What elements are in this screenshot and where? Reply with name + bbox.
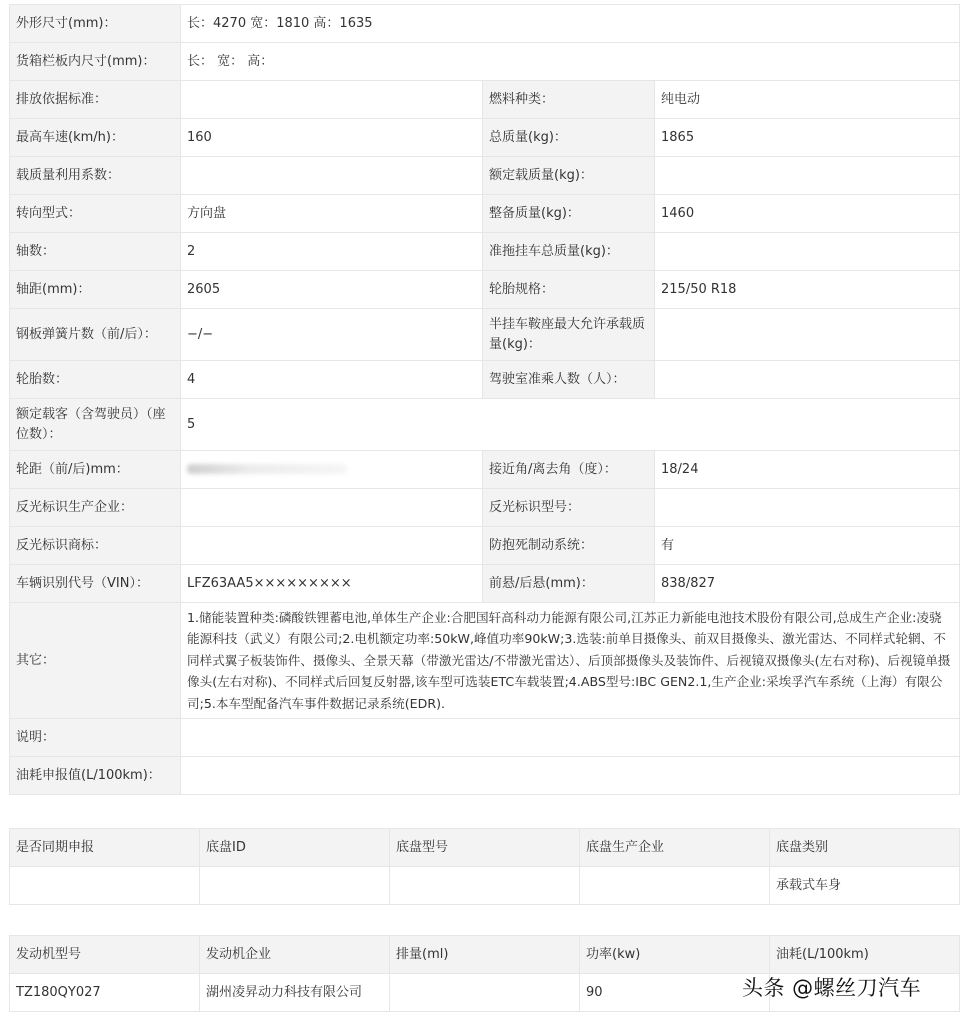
cargo-label: 货箱栏板内尺寸(mm)：: [10, 43, 181, 81]
engine-header-cell: 油耗(L/100km): [770, 936, 960, 974]
angles-label: 接近角/离去角（度）：: [483, 451, 655, 489]
chassis-data-row: [10, 867, 960, 905]
leaf-spring-value: −/−: [181, 309, 483, 361]
spec-row-tires: [10, 361, 960, 399]
note-label: 说明：: [10, 719, 181, 757]
tires-label: 轮胎数：: [10, 361, 181, 399]
total-mass-value: 1865: [655, 119, 960, 157]
chassis-header-cell: 底盘ID: [200, 829, 390, 867]
spec-row-axles: [10, 233, 960, 271]
spec-row-load: [10, 157, 960, 195]
dims-value: 长：4270 宽：1810 高：1635: [181, 5, 960, 43]
chassis-cell: 承载式车身: [770, 867, 960, 905]
spec-row-consumption: [10, 757, 960, 795]
spec-row-passengers: [10, 399, 960, 451]
chassis-header-cell: 底盘生产企业: [580, 829, 770, 867]
chassis-cell: [200, 867, 390, 905]
spec-row-note: [10, 719, 960, 757]
chassis-table: [9, 828, 960, 905]
chassis-cell: [580, 867, 770, 905]
other-label: 其它：: [10, 603, 181, 719]
abs-value: 有: [655, 527, 960, 565]
chassis-cell: [10, 867, 200, 905]
reflect-brand-label: 反光标识商标：: [10, 527, 181, 565]
fuel-label: 燃料种类：: [483, 81, 655, 119]
spec-row-brand: [10, 527, 960, 565]
engine-cell: [390, 974, 580, 1012]
passengers-label: 额定载客（含驾驶员）（座位数）：: [10, 399, 181, 451]
curb-mass-label: 整备质量(kg)：: [483, 195, 655, 233]
saddle-value: [655, 309, 960, 361]
saddle-label: 半挂车鞍座最大允许承载质量(kg)：: [483, 309, 655, 361]
vin-value: LFZ63AA5×××××××××: [181, 565, 483, 603]
engine-header-cell: 功率(kw): [580, 936, 770, 974]
steering-value: 方向盘: [181, 195, 483, 233]
spec-row-emission: [10, 81, 960, 119]
track-value: [181, 451, 483, 489]
spec-row-steering: [10, 195, 960, 233]
trailer-label: 准拖挂车总质量(kg)：: [483, 233, 655, 271]
axles-value: 2: [181, 233, 483, 271]
overhang-value: 838/827: [655, 565, 960, 603]
tires-value: 4: [181, 361, 483, 399]
load-util-label: 载质量利用系数：: [10, 157, 181, 195]
load-util-value: [181, 157, 483, 195]
spec-row-spring: [10, 309, 960, 361]
engine-cell: 90: [580, 974, 770, 1012]
engine-cell: 湖州凌昇动力科技有限公司: [200, 974, 390, 1012]
steering-label: 转向型式：: [10, 195, 181, 233]
total-mass-label: 总质量(kg)：: [483, 119, 655, 157]
emission-label: 排放依据标准：: [10, 81, 181, 119]
track-label: 轮距（前/后)mm：: [10, 451, 181, 489]
angles-value: 18/24: [655, 451, 960, 489]
axles-label: 轴数：: [10, 233, 181, 271]
spec-row-wheelbase: [10, 271, 960, 309]
chassis-header-row: [10, 829, 960, 867]
reflect-brand-value: [181, 527, 483, 565]
cab-seats-value: [655, 361, 960, 399]
engine-header-cell: 排量(ml): [390, 936, 580, 974]
spec-row-dims: [10, 5, 960, 43]
reflect-maker-value: [181, 489, 483, 527]
rated-load-value: [655, 157, 960, 195]
redacted-blur: [187, 464, 347, 474]
fuel-value: 纯电动: [655, 81, 960, 119]
engine-header-cell: 发动机企业: [200, 936, 390, 974]
spec-row-cargo: [10, 43, 960, 81]
overhang-label: 前悬/后悬(mm)：: [483, 565, 655, 603]
reflect-model-label: 反光标识型号：: [483, 489, 655, 527]
cargo-value: 长： 宽： 高：: [181, 43, 960, 81]
spec-table: [9, 4, 960, 795]
wheelbase-value: 2605: [181, 271, 483, 309]
spec-row-other: [10, 603, 960, 719]
rated-load-label: 额定载质量(kg)：: [483, 157, 655, 195]
spec-row-vin: [10, 565, 960, 603]
abs-label: 防抱死制动系统：: [483, 527, 655, 565]
trailer-value: [655, 233, 960, 271]
chassis-header-cell: 底盘类别: [770, 829, 960, 867]
speed-value: 160: [181, 119, 483, 157]
spec-row-reflect: [10, 489, 960, 527]
leaf-spring-label: 钢板弹簧片数（前/后）：: [10, 309, 181, 361]
emission-value: [181, 81, 483, 119]
spec-row-track: [10, 451, 960, 489]
engine-header-cell: 发动机型号: [10, 936, 200, 974]
consumption-label: 油耗申报值(L/100km)：: [10, 757, 181, 795]
engine-cell: TZ180QY027: [10, 974, 200, 1012]
tire-spec-value: 215/50 R18: [655, 271, 960, 309]
engine-header-row: [10, 936, 960, 974]
consumption-value: [181, 757, 960, 795]
curb-mass-value: 1460: [655, 195, 960, 233]
wheelbase-label: 轴距(mm)：: [10, 271, 181, 309]
cab-seats-label: 驾驶室准乘人数（人）：: [483, 361, 655, 399]
other-value: 1.储能装置种类:磷酸铁锂蓄电池,单体生产企业:合肥国轩高科动力能源有限公司,江苏正力新能电池技术股份有限公司,总成生产企业:凌骁能源科技（武义）有限公司;2.电机额定功率:50kW,峰值功率90kW;3.选装:前单目摄像头、前双目摄像头、激光雷达、不同样式轮辋、不同样式翼子板装饰件、摄像头、全景天幕（带激光雷达/不带激光雷达）、后顶部摄像头及装饰件、后视镜双摄像头(左右对称)、后视镜单摄像头(左右对称)、不同样式后回复反射器,该车型可选装ETC车载装置;4.ABS型号:IBC GEN2.1,生产企业:采埃孚汽车系统（上海）有限公司;5.本车型配备汽车事件数据记录系统(EDR).: [181, 603, 960, 719]
chassis-header-cell: 底盘型号: [390, 829, 580, 867]
chassis-cell: [390, 867, 580, 905]
dims-label: 外形尺寸(mm)：: [10, 5, 181, 43]
note-value: [181, 719, 960, 757]
passengers-value: 5: [181, 399, 960, 451]
tire-spec-label: 轮胎规格：: [483, 271, 655, 309]
reflect-maker-label: 反光标识生产企业：: [10, 489, 181, 527]
speed-label: 最高车速(km/h)：: [10, 119, 181, 157]
vin-label: 车辆识别代号（VIN）：: [10, 565, 181, 603]
watermark: 头条 @螺丝刀汽车: [742, 976, 922, 1000]
reflect-model-value: [655, 489, 960, 527]
spec-row-speed: [10, 119, 960, 157]
chassis-header-cell: 是否同期申报: [10, 829, 200, 867]
